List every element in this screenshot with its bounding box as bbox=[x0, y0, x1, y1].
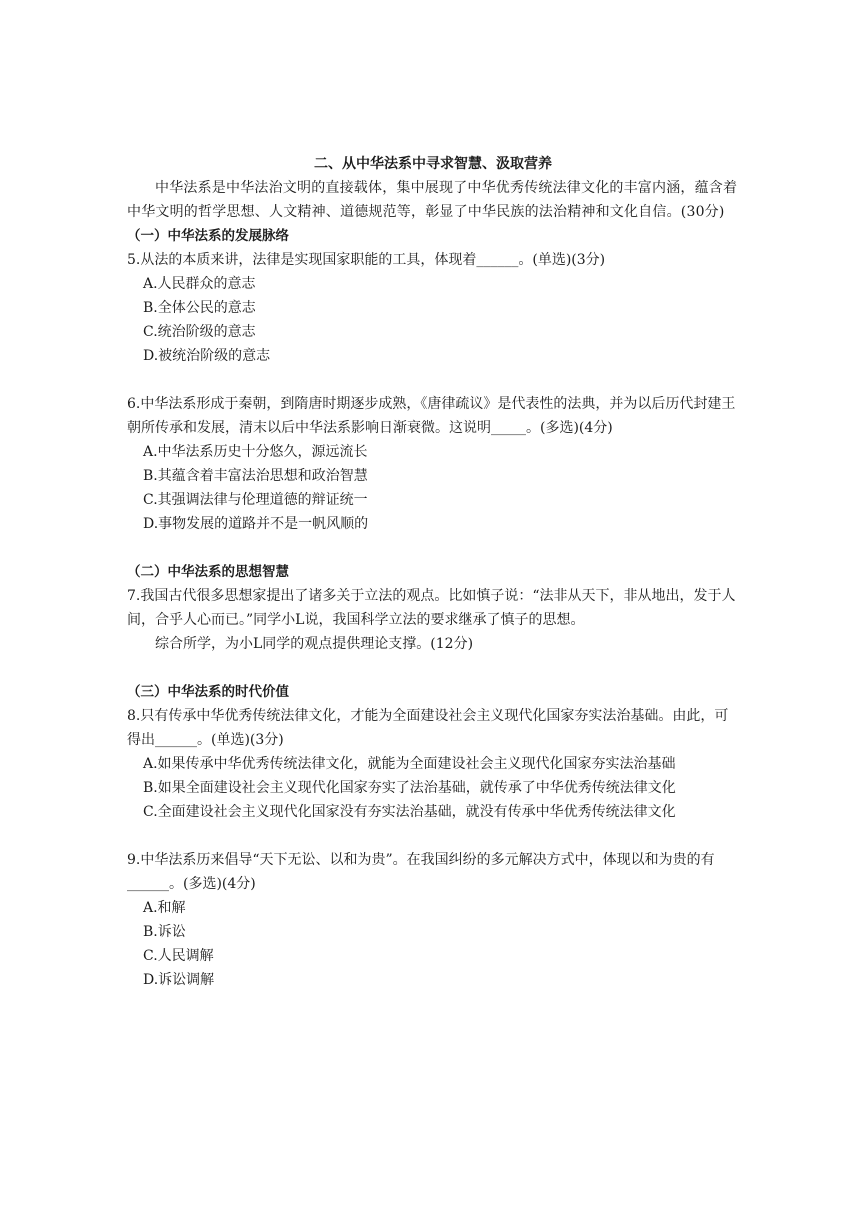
spacer bbox=[127, 368, 739, 392]
heading-wisdom: （二）中华法系的思想智慧 bbox=[127, 564, 289, 580]
question-9-option-c: C.人民调解 bbox=[143, 948, 214, 964]
question-8-stem: 8.只有传承中华优秀传统法律文化，才能为全面建设社会主义现代化国家夯实法治基础。由此，可得出______。(单选)(3分) bbox=[127, 708, 729, 748]
intro-paragraph: 中华法系是中华法治文明的直接载体，集中展现了中华优秀传统法律文化的丰富内涵，蕴含着中华文明的哲学思想、人文精神、道德规范等，彰显了中华民族的法治精神和文化自信。(30分) bbox=[127, 180, 738, 220]
question-7-task: 综合所学，为小L同学的观点提供理论支撑。(12分) bbox=[155, 636, 474, 652]
question-7-stem: 7.我国古代很多思想家提出了诸多关于立法的观点。比如慎子说：“法非从天下，非从地出，发于人间，合乎人心而已。”同学小L说，我国科学立法的要求继承了慎子的思想。 bbox=[127, 588, 736, 628]
section-title: 二、从中华法系中寻求智慧、汲取营养 bbox=[314, 156, 552, 172]
question-9-option-a: A.和解 bbox=[143, 900, 186, 916]
question-9-option-d: D.诉讼调解 bbox=[143, 972, 215, 988]
spacer bbox=[127, 824, 739, 848]
question-8-option-a: A.如果传承中华优秀传统法律文化，就能为全面建设社会主义现代化国家夯实法治基础 bbox=[143, 756, 676, 772]
question-6-option-d: D.事物发展的道路并不是一帆风顺的 bbox=[143, 516, 369, 532]
question-6-option-a: A.中华法系历史十分悠久，源远流长 bbox=[143, 444, 368, 460]
spacer bbox=[127, 536, 739, 560]
question-5-option-a: A.人民群众的意志 bbox=[143, 276, 256, 292]
question-8-option-c: C.全面建设社会主义现代化国家没有夯实法治基础，就没有传承中华优秀传统法律文化 bbox=[143, 804, 676, 820]
question-5-option-c: C.统治阶级的意志 bbox=[143, 324, 256, 340]
question-8-option-b: B.如果全面建设社会主义现代化国家夯实了法治基础，就传承了中华优秀传统法律文化 bbox=[143, 780, 676, 796]
question-6-option-c: C.其强调法律与伦理道德的辩证统一 bbox=[143, 492, 368, 508]
question-9-option-b: B.诉讼 bbox=[143, 924, 186, 940]
heading-development: （一）中华法系的发展脉络 bbox=[127, 228, 289, 244]
question-6-option-b: B.其蕴含着丰富法治思想和政治智慧 bbox=[143, 468, 368, 484]
question-5-stem: 5.从法的本质来讲，法律是实现国家职能的工具，体现着______。(单选)(3分) bbox=[127, 252, 606, 268]
question-5-option-d: D.被统治阶级的意志 bbox=[143, 348, 271, 364]
question-6-stem: 6.中华法系形成于秦朝，到隋唐时期逐步成熟，《唐律疏议》是代表性的法典，并为以后历代封建王朝所传承和发展，清末以后中华法系影响日渐衰微。这说明_____。(多选)(4分) bbox=[127, 396, 736, 436]
heading-value: （三）中华法系的时代价值 bbox=[127, 684, 289, 700]
exam-content bbox=[127, 152, 739, 992]
spacer bbox=[127, 656, 739, 680]
question-5-option-b: B.全体公民的意志 bbox=[143, 300, 256, 316]
question-9-stem: 9.中华法系历来倡导“天下无讼、以和为贵”。在我国纠纷的多元解决方式中，体现以和为贵的有______。(多选)(4分) bbox=[127, 852, 715, 892]
